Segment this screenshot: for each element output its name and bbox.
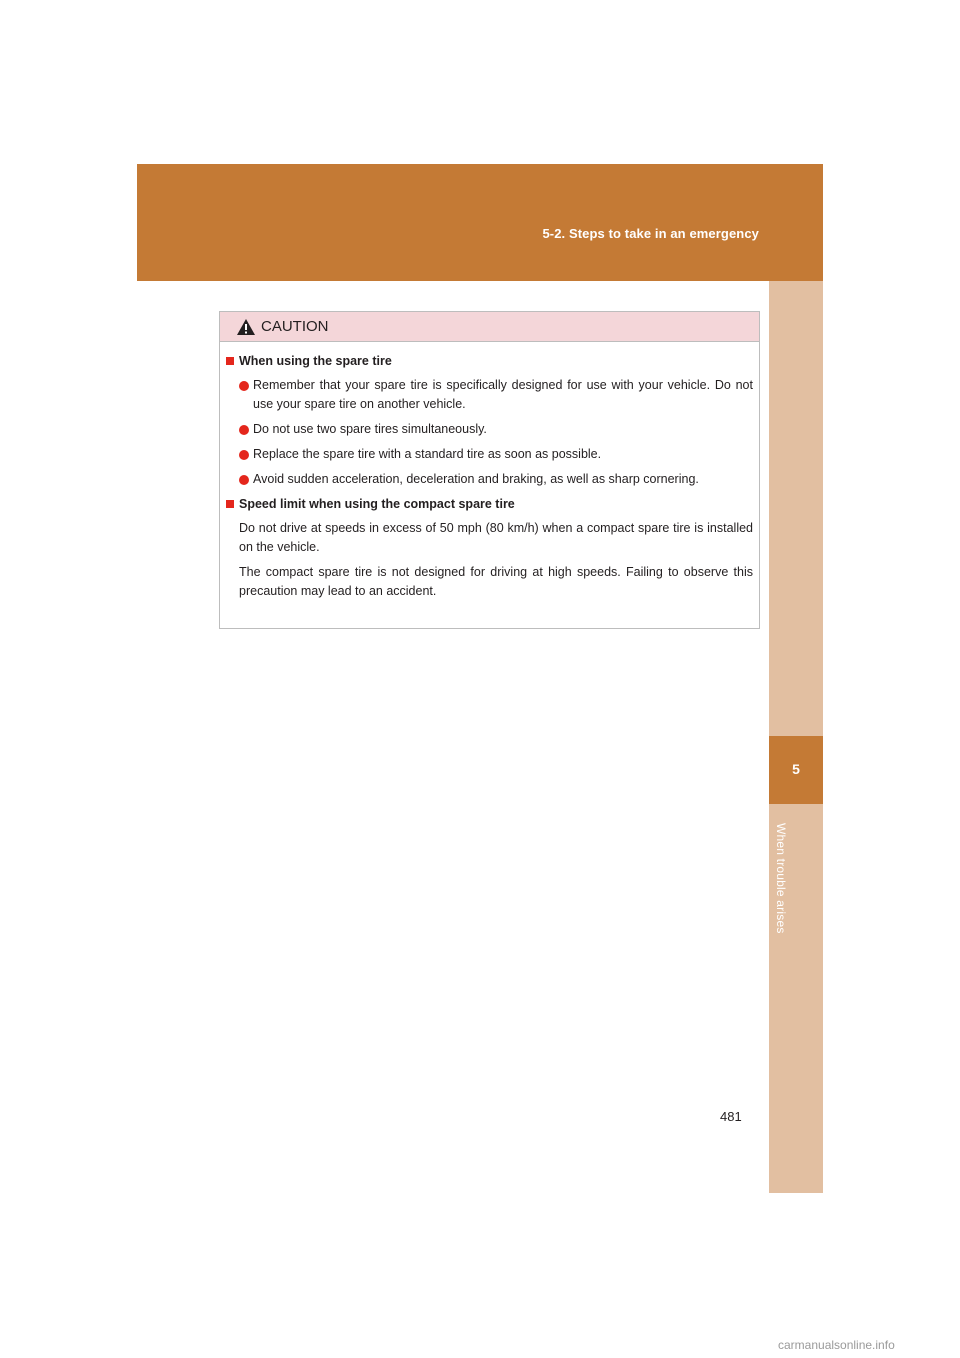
red-square-icon <box>226 357 234 365</box>
red-square-icon <box>226 500 234 508</box>
red-circle-icon <box>239 475 249 485</box>
section-heading <box>220 495 759 513</box>
red-circle-icon <box>239 425 249 435</box>
list-item <box>220 470 759 489</box>
paragraph: Do not drive at speeds in excess of 50 mph (80 km/h) when a compact spare tire is installed on the vehicle. <box>239 521 753 554</box>
list-item <box>220 420 759 439</box>
list-item <box>220 445 759 464</box>
page-number: 481 <box>720 1109 742 1124</box>
list-item-text: Remember that your spare tire is specifically designed for use with your vehicle. Do not use your spare tire on another vehicle. <box>253 378 753 411</box>
caution-box <box>219 311 760 629</box>
caution-title: CAUTION <box>261 318 329 335</box>
section-title: 5-2. Steps to take in an emergency <box>542 226 759 241</box>
section-heading <box>220 352 759 370</box>
caution-body <box>220 352 759 607</box>
section-heading-text: When using the spare tire <box>239 354 392 368</box>
red-circle-icon <box>239 450 249 460</box>
list-item-text: Avoid sudden acceleration, deceleration and braking, as well as sharp cornering. <box>253 472 699 486</box>
header-band <box>137 164 823 281</box>
list-item-text: Do not use two spare tires simultaneously. <box>253 422 487 436</box>
list-item <box>220 376 759 414</box>
chapter-label: When trouble arises <box>774 822 788 934</box>
list-item-text: Replace the spare tire with a standard tire as soon as possible. <box>253 447 602 461</box>
red-circle-icon <box>239 381 249 391</box>
caution-header <box>220 312 759 342</box>
chapter-number: 5 <box>792 761 800 777</box>
paragraph: The compact spare tire is not designed for driving at high speeds. Failing to observe this precaution may lead to an accident. <box>239 565 753 598</box>
chapter-tab[interactable] <box>769 736 823 804</box>
warning-triangle-icon <box>236 318 256 336</box>
watermark[interactable]: carmanualsonline.info <box>778 1338 895 1352</box>
section-heading-text: Speed limit when using the compact spare tire <box>239 497 515 511</box>
